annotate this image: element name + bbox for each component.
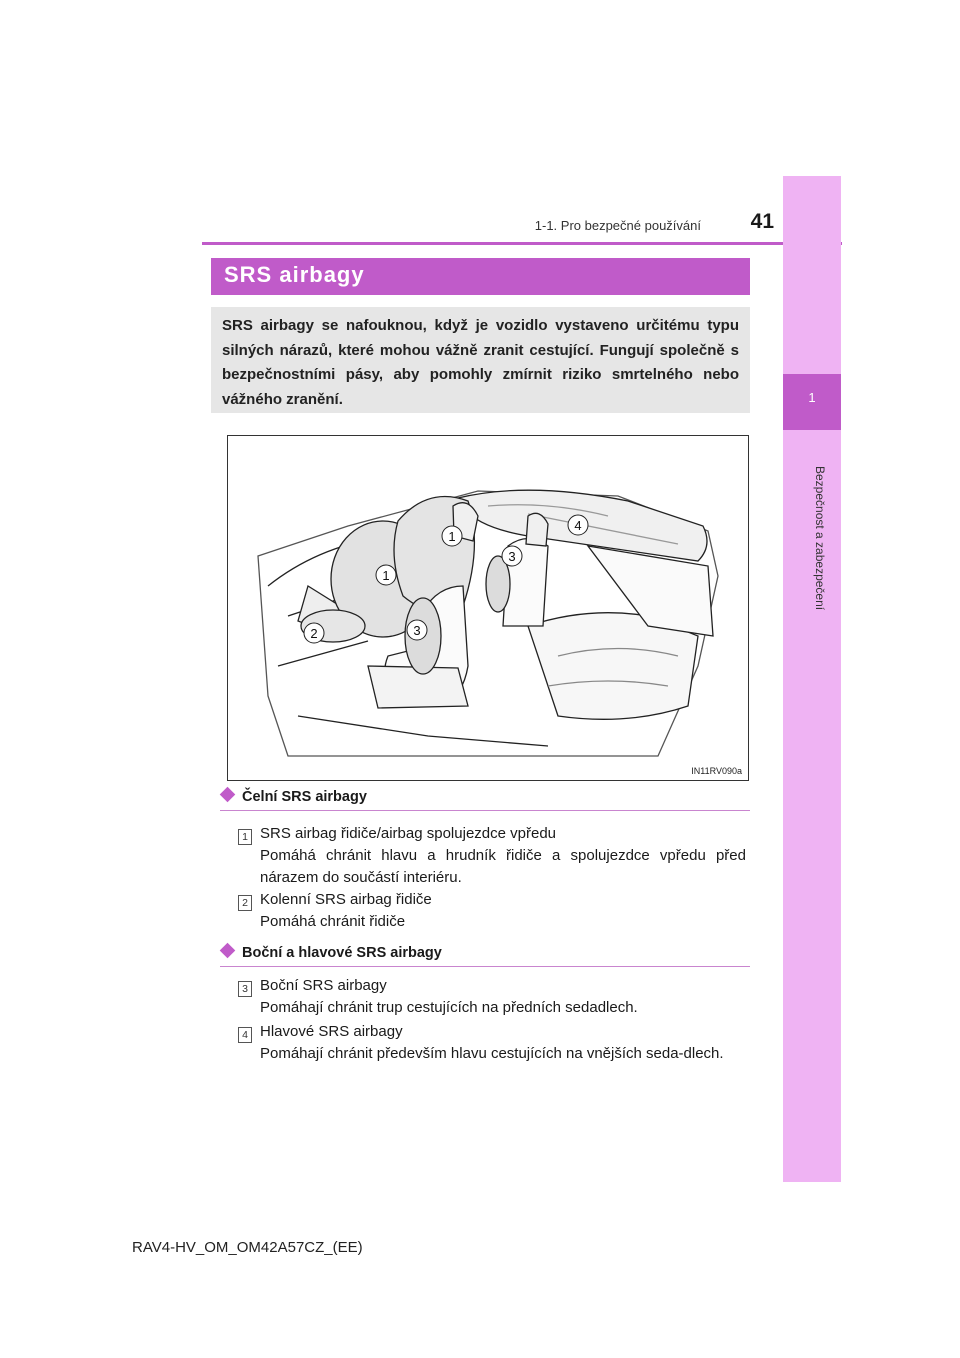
callout-1a xyxy=(442,526,462,546)
callout-3a xyxy=(407,620,427,640)
callout-1b xyxy=(376,565,396,585)
item-title: Hlavové SRS airbagy xyxy=(260,1023,403,1040)
page-number: 41 xyxy=(750,210,774,233)
item-title: Kolenní SRS airbag řidiče xyxy=(260,891,432,908)
item-description: Pomáhají chránit trup cestujících na předních sedadlech. xyxy=(260,999,638,1016)
image-code: IN11RV090a xyxy=(691,766,742,776)
document-code-footer: RAV4-HV_OM_OM42A57CZ_(EE) xyxy=(132,1239,363,1256)
callout-3b xyxy=(502,546,522,566)
list-item xyxy=(260,889,746,933)
callout-label: 1 xyxy=(448,529,456,544)
callout-label: 2 xyxy=(310,626,318,641)
section-header: 1-1. Pro bezpečné používání xyxy=(534,218,701,233)
subheading-side-airbags xyxy=(220,945,442,961)
callout-4 xyxy=(568,515,588,535)
subheading-rule xyxy=(220,810,750,811)
subheading-rule xyxy=(220,966,750,967)
intro-text: SRS airbagy se nafouknou, když je vozidlo vystaveno určitému typu silných nárazů, které mohou vážně zranit cestující. Fungují společně s bezpečnostními pásy, aby pomohly zmírnit riziko smrtelného nebo vážného zranění. xyxy=(222,317,739,408)
list-item xyxy=(260,823,746,889)
header-rule xyxy=(202,242,842,245)
subheading-text: Čelní SRS airbagy xyxy=(242,789,367,805)
item-title: Boční SRS airbagy xyxy=(260,977,387,994)
item-description: Pomáhá chránit řidiče xyxy=(260,913,406,930)
item-number: 3 xyxy=(238,981,252,997)
diamond-bullet-icon xyxy=(220,787,236,803)
chapter-label: Bezpečnost a zabezpečení xyxy=(813,466,827,611)
item-number: 1 xyxy=(238,829,252,845)
airbag-illustration xyxy=(227,435,749,781)
chapter-number: 1 xyxy=(808,390,816,405)
chapter-side-tab xyxy=(783,176,841,1182)
item-title: SRS airbag řidiče/airbag spolujezdce vpředu xyxy=(260,825,557,842)
subheading-text: Boční a hlavové SRS airbagy xyxy=(242,945,442,961)
subheading-front-airbags xyxy=(220,789,367,805)
item-description: Pomáhá chránit hlavu a hrudník řidiče a spolujezdce vpředu před nárazem do součástí interiéru. xyxy=(260,847,746,886)
item-number: 4 xyxy=(238,1027,252,1043)
list-item xyxy=(260,1021,746,1065)
item-number: 2 xyxy=(238,895,252,911)
item-description: Pomáhají chránit především hlavu cestujících na vnějších seda-dlech. xyxy=(260,1045,724,1062)
car-interior-drawing xyxy=(228,436,748,780)
callout-label: 3 xyxy=(508,549,516,564)
callout-label: 4 xyxy=(574,518,582,533)
callout-label: 3 xyxy=(413,623,421,638)
callout-2 xyxy=(304,623,324,643)
list-item xyxy=(260,975,746,1019)
page-title: SRS airbagy xyxy=(224,262,365,287)
callout-label: 1 xyxy=(382,568,390,583)
diamond-bullet-icon xyxy=(220,943,236,959)
